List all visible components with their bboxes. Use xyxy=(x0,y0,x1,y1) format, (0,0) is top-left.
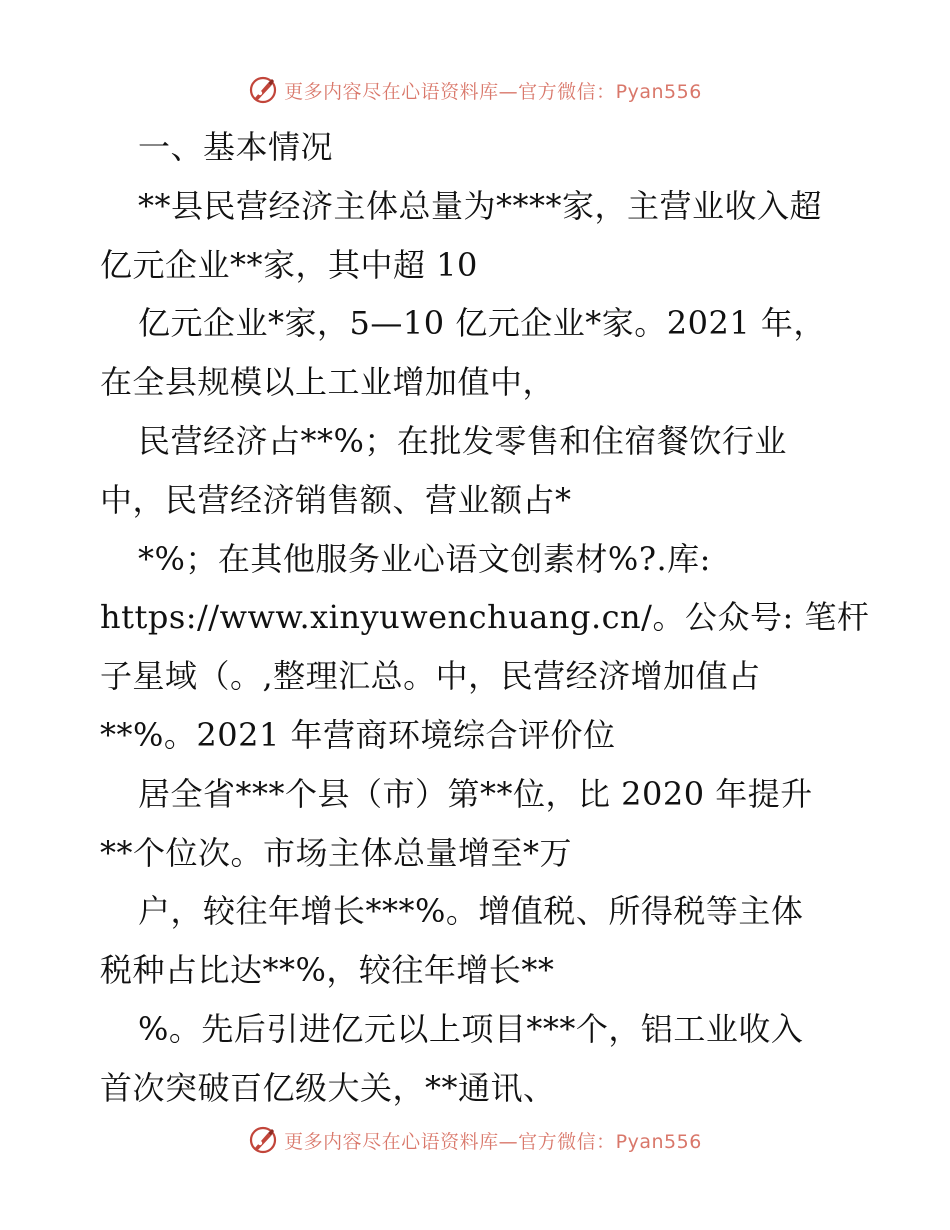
text-line: 子星域（。,整理汇总。中，民营经济增加值占 xyxy=(100,657,761,696)
text-line: 首次突破百亿级大关，**通讯、 xyxy=(100,1068,556,1107)
text-line: %。先后引进亿元以上项目***个，铝工业收入 xyxy=(138,1009,804,1048)
watermark-text: 更多内容尽在心语资料库—官方微信：Pyan556 xyxy=(284,1130,702,1153)
text-line: 亿元企业**家，其中超 10 xyxy=(100,245,478,284)
text-line: 税种占比达**%，较往年增长** xyxy=(100,951,555,990)
text-line: **%。2021 年营商环境综合评价位 xyxy=(100,715,616,754)
text-line: 居全省***个县（市）第**位，比 2020 年提升 xyxy=(138,774,813,813)
pen-logo-icon xyxy=(248,75,278,105)
document-body xyxy=(100,118,870,1118)
text-line: 民营经济占**%；在批发零售和住宿餐饮行业 xyxy=(138,421,787,460)
header-watermark xyxy=(0,70,950,110)
text-line: 亿元企业*家，5—10 亿元企业*家。2021 年， xyxy=(138,304,826,343)
text-line: **县民营经济主体总量为****家，主营业收入超 xyxy=(138,186,823,225)
watermark-text: 更多内容尽在心语资料库—官方微信：Pyan556 xyxy=(284,80,702,103)
footer-watermark xyxy=(0,1120,950,1160)
text-line: https://www.xinyuwenchuang.cn/。公众号: 笔杆 xyxy=(100,598,870,637)
text-line: 在全县规模以上工业增加值中， xyxy=(100,363,556,402)
section-heading: 一、基本情况 xyxy=(138,128,334,166)
text-line: 户，较往年增长***%。增值税、所得税等主体 xyxy=(138,892,804,931)
text-line: *%；在其他服务业心语文创素材%?.库: xyxy=(138,539,711,578)
text-line: **个位次。市场主体总量增至*万 xyxy=(100,833,573,872)
pen-logo-icon xyxy=(248,1125,278,1155)
text-line: 中，民营经济销售额、营业额占* xyxy=(100,480,572,519)
